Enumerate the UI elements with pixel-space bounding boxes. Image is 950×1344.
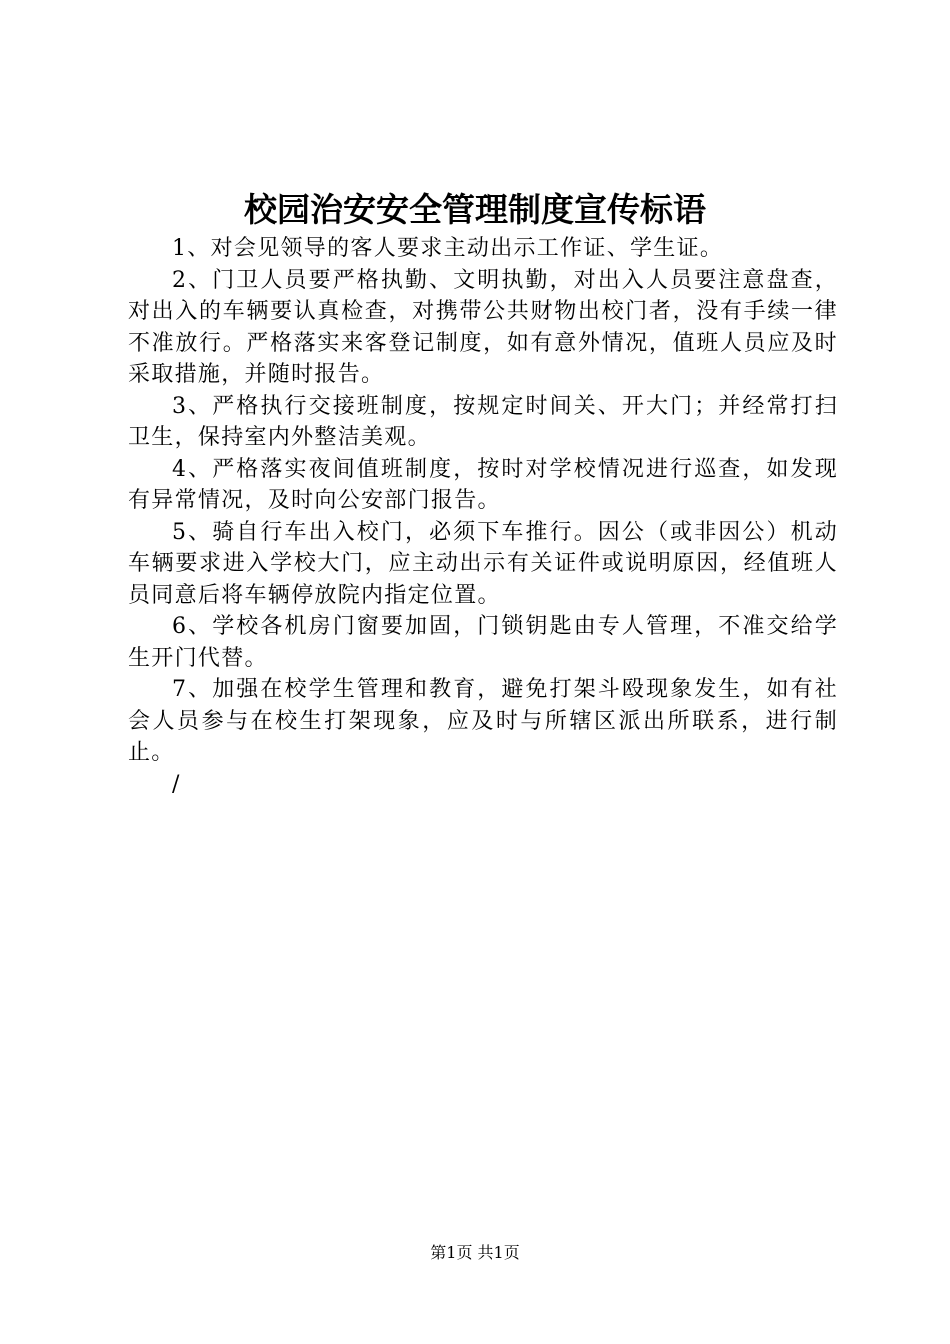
paragraph-3: 3、严格执行交接班制度，按规定时间关、开大门；并经常打扫卫生，保持室内外整洁美观。 (128, 393, 838, 450)
page-title: 校园治安安全管理制度宣传标语 (244, 190, 706, 229)
paragraph-2: 2、门卫人员要严格执勤、文明执勤，对出入人员要注意盘查，对出入的车辆要认真检查，对携带公共财物出校门者，没有手续一律不准放行。严格落实来客登记制度，如有意外情况，值班人员应及时采取措施，并随时报告。 (128, 267, 838, 387)
paragraph-slash: / (172, 771, 181, 797)
page-footer: 第1页 共1页 (430, 1243, 520, 1262)
paragraph-7: 7、加强在校学生管理和教育，避免打架斗殴现象发生，如有社会人员参与在校生打架现象，应及时与所辖区派出所联系，进行制止。 (128, 677, 838, 765)
paragraph-5: 5、骑自行车出入校门，必须下车推行。因公（或非因公）机动车辆要求进入学校大门，应主动出示有关证件或说明原因，经值班人员同意后将车辆停放院内指定位置。 (128, 519, 838, 608)
document-body (128, 233, 838, 800)
paragraph-6: 6、学校各机房门窗要加固，门锁钥匙由专人管理，不准交给学生开门代替。 (128, 614, 838, 671)
paragraph-1: 1、对会见领导的客人要求主动出示工作证、学生证。 (172, 236, 724, 261)
paragraph-4: 4、严格落实夜间值班制度，按时对学校情况进行巡查，如发现有异常情况，及时向公安部门报告。 (128, 456, 838, 513)
